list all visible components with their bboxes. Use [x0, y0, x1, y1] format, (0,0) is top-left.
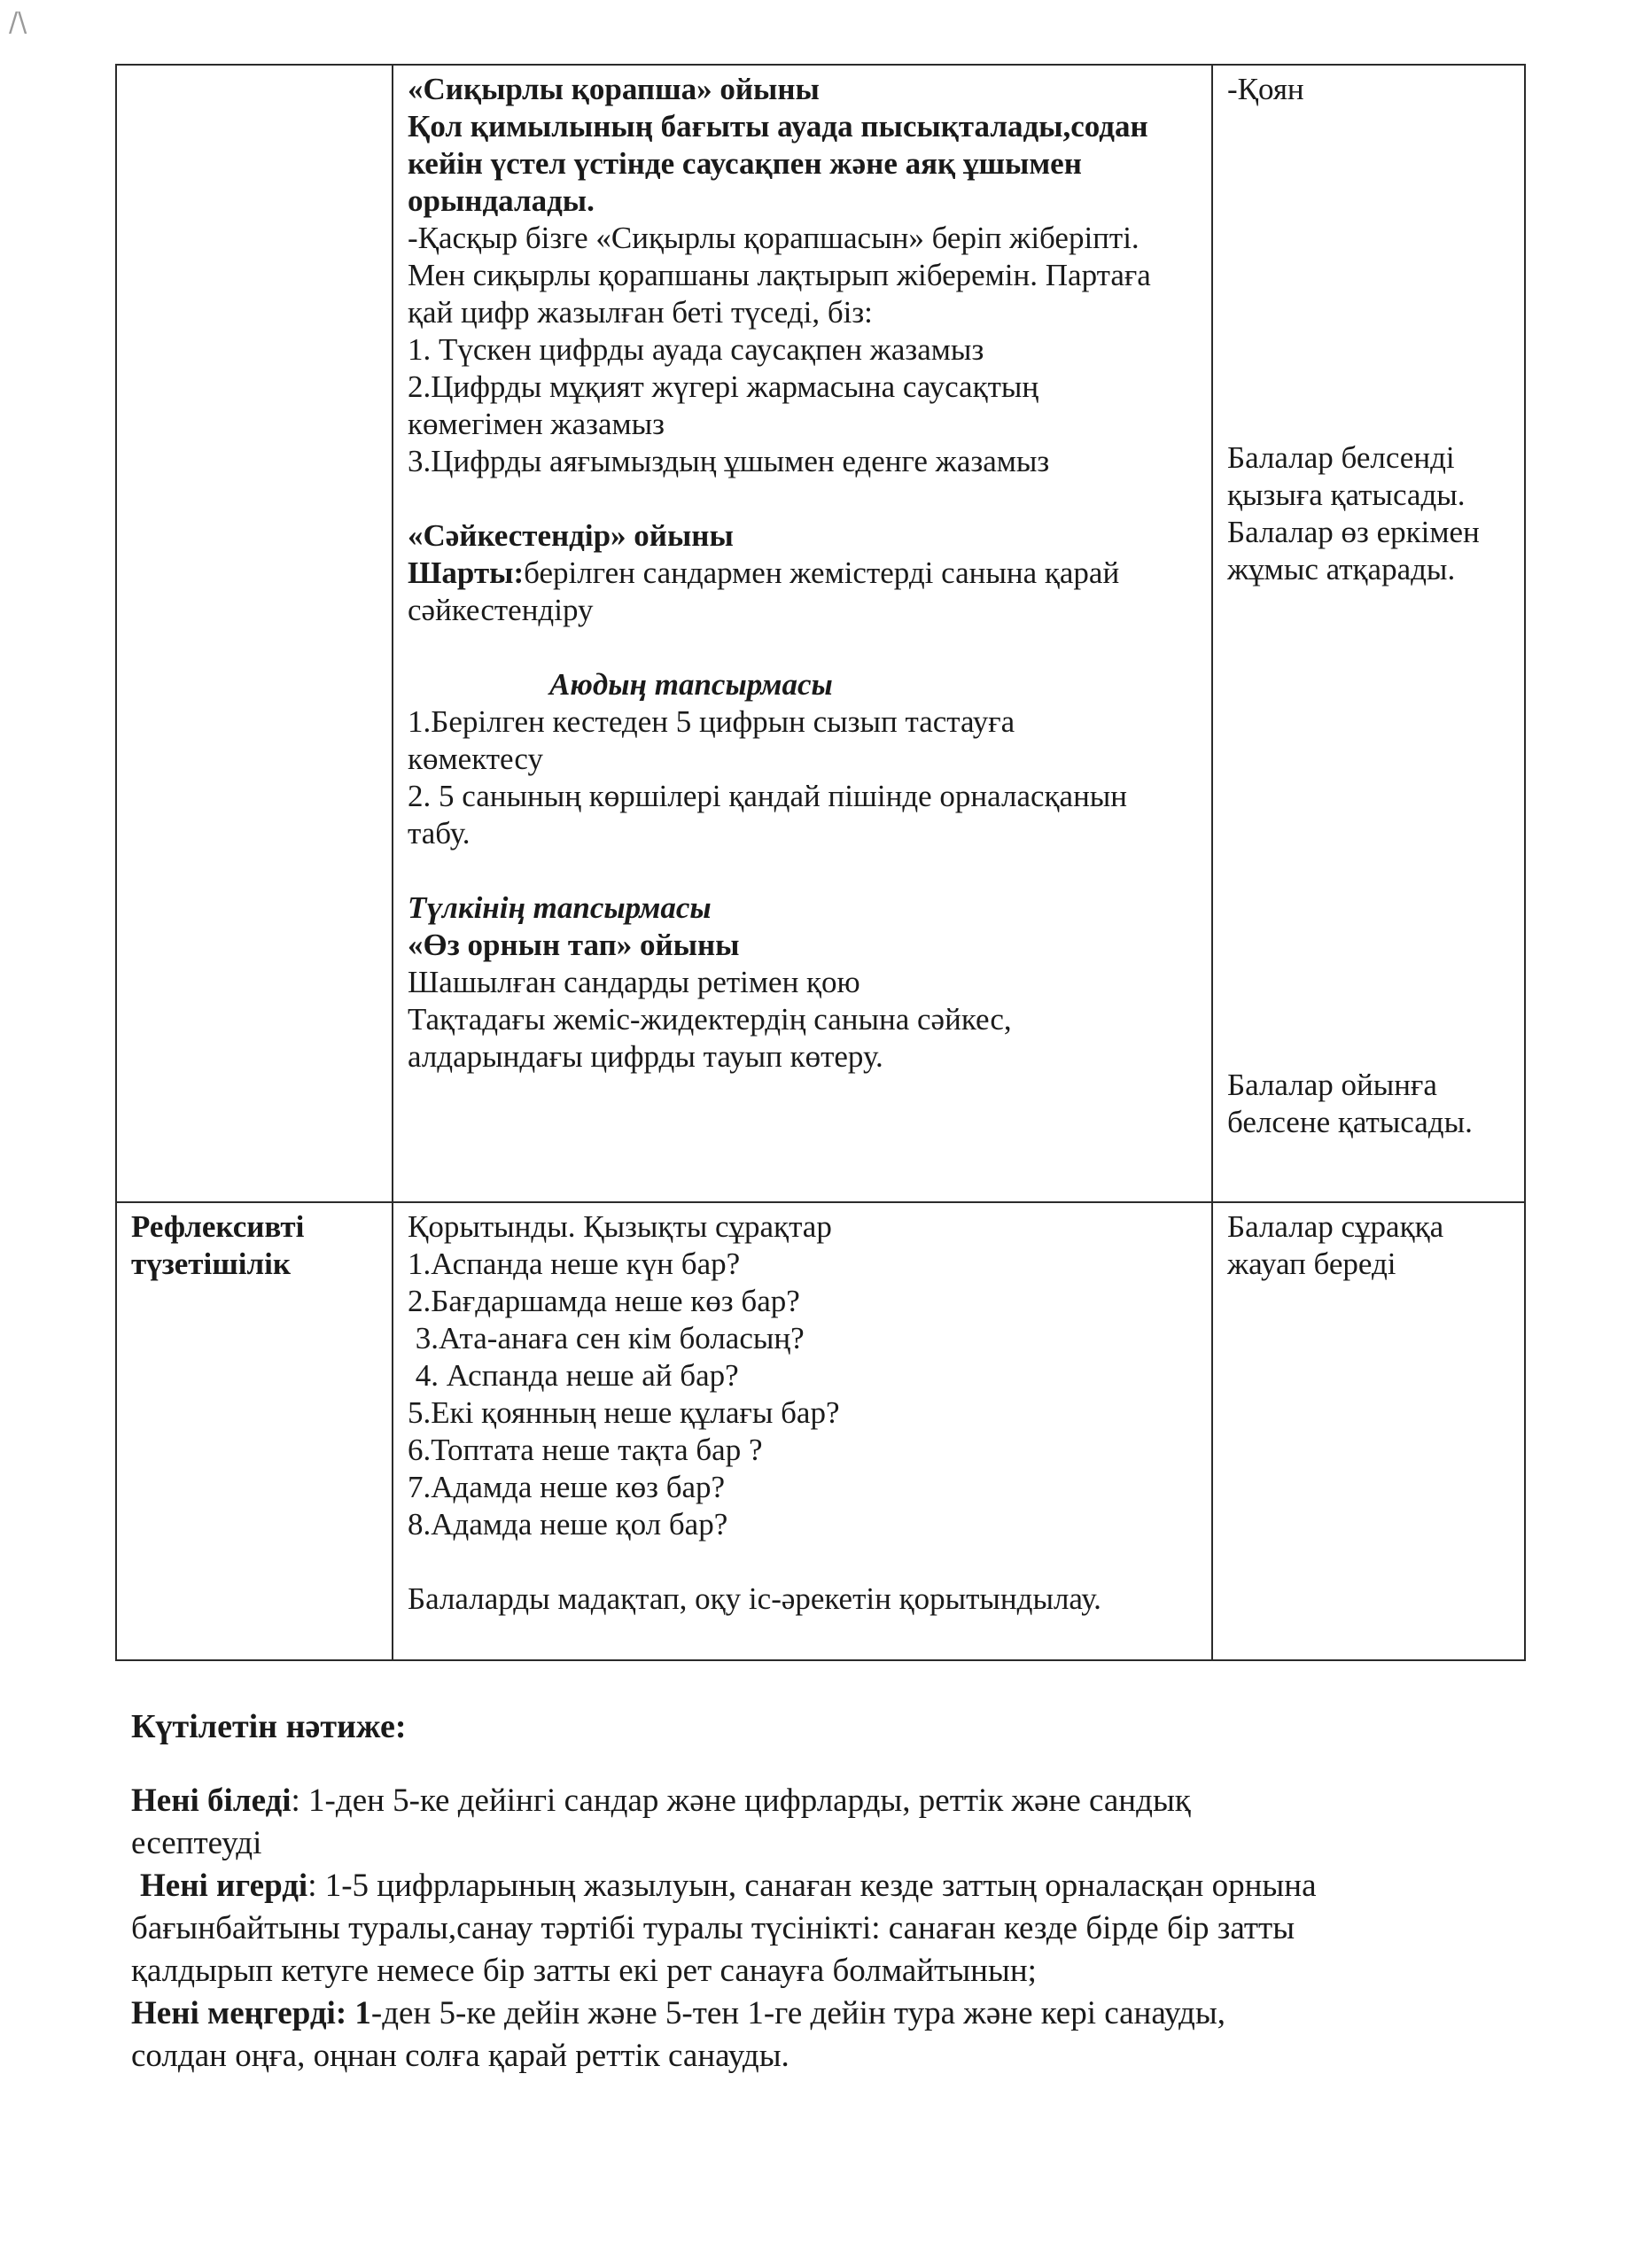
question-line: 2.Бағдаршамда неше көз бар?: [408, 1284, 800, 1318]
stage-cell-empty: [116, 65, 393, 1202]
knows-cont: есептеуді: [131, 1825, 262, 1861]
text-line: көмектесу: [408, 742, 544, 776]
stage-label: түзетішілік: [131, 1247, 292, 1281]
text-line: Балалар өз еркімен: [1227, 515, 1480, 549]
text-line: -Қасқыр бізге «Сиқырлы қорапшасын» беріп жіберіпті.: [408, 221, 1140, 255]
text-line: табу.: [408, 816, 471, 850]
learned-text: : 1-5 цифрларының жазылуын, санаған кезде заттың орналасқан орнына: [307, 1868, 1317, 1904]
question-line: 8.Адамда неше қол бар?: [408, 1507, 728, 1542]
knows-text: : 1-ден 5-ке дейінгі сандар және цифрларды, реттік және сандық: [291, 1783, 1191, 1819]
text-line: Балалар ойынға: [1227, 1068, 1437, 1102]
question-line: 1.Аспанда неше күн бар?: [408, 1247, 741, 1281]
text-line: Қорытынды. Қызықты сұрақтар: [408, 1209, 832, 1244]
question-line: 5.Екі қоянның неше құлағы бар?: [408, 1395, 840, 1430]
text-line: Тақтадағы жеміс-жидектердің санына сәйкес,: [408, 1002, 1012, 1037]
text-line: Балалар белсенді: [1227, 440, 1455, 475]
stage-cell-reflexive: [116, 1202, 393, 1660]
text-line: Мен сиқырлы қорапшаны лақтырып жіберемін. Партаға: [408, 258, 1151, 292]
question-line: 7.Адамда неше көз бар?: [408, 1470, 726, 1504]
learned-paragraph: [131, 1865, 1522, 1907]
game-instruction-line: кейін үстел үстінде саусақпен және аяқ ұшымен: [408, 146, 1082, 181]
activity-cell: [393, 1202, 1212, 1660]
fox-task-title: Түлкінің тапсырмасы: [408, 890, 712, 925]
rule-label: Шарты:: [408, 555, 525, 590]
text-line: 2. 5 санының көршілері қандай пішінде орналасқанын: [408, 779, 1128, 813]
text-line: жауап береді: [1227, 1247, 1396, 1281]
corner-scan-mark: /\: [9, 7, 27, 38]
mastered-cont: солдан оңға, оңнан солға қарай реттік санауды.: [131, 2038, 789, 2074]
text-line: көмегімен жазамыз: [408, 407, 665, 441]
outcome-heading: Күтілетін нәтиже:: [131, 1708, 407, 1745]
text-line: 1.Берілген кестеден 5 цифрын сызып тастауға: [408, 704, 1015, 739]
game-title-find-place: «Өз орнын тап» ойыны: [408, 928, 740, 962]
learned-cont: бағынбайтыны туралы,санау тәртібі туралы түсінікті: санаған кезде бірде бір затты: [131, 1910, 1295, 1946]
text-line: жұмыс атқарады.: [1227, 552, 1456, 586]
stage-label: Рефлексивті: [131, 1209, 305, 1244]
question-line: 3.Ата-анаға сен кім боласың?: [408, 1321, 805, 1355]
text-line: алдарындағы цифрды тауып көтеру.: [408, 1039, 883, 1074]
table-row: [116, 65, 1525, 1202]
learned-cont: қалдырып кетуге немесе бір затты екі рет санауға болмайтынын;: [131, 1953, 1037, 1989]
game-instruction-line: орындалады.: [408, 183, 595, 218]
text-line: 3.Цифрды аяғымыздың ұшымен еденге жазамыз: [408, 444, 1050, 478]
text-line: қай цифр жазылған беті түседі, біз:: [408, 295, 873, 330]
activity-cell: [393, 65, 1212, 1202]
text-line: белсене қатысады.: [1227, 1105, 1473, 1139]
children-activity-cell: [1212, 1202, 1525, 1660]
mastered-paragraph: [131, 1992, 1522, 2035]
game-title-match: «Сәйкестендір» ойыны: [408, 518, 734, 553]
rule-text: берілген сандармен жемістерді санына қарай: [524, 555, 1120, 590]
game-title-magic-box: «Сиқырлы қорапша» ойыны: [408, 72, 820, 106]
question-line: 4. Аспанда неше ай бар?: [408, 1358, 739, 1393]
children-activity-cell: [1212, 65, 1525, 1202]
mastered-text: -ден 5-ке дейін және 5-тен 1-ге дейін тура және кері санауды,: [370, 1995, 1225, 2031]
text-line: -Қоян: [1227, 72, 1304, 106]
mastered-label: Нені меңгерді: 1: [131, 1995, 371, 2031]
table-row: [116, 1202, 1525, 1660]
knows-label: Нені біледі: [131, 1783, 292, 1819]
lesson-table: [115, 64, 1526, 1661]
expected-outcome-section: [131, 1705, 1522, 2078]
text-line: 2.Цифрды мұқият жүгері жармасына саусақтың: [408, 369, 1039, 404]
text-line: Балаларды мадақтап, оқу іс-әрекетін қорытындылау.: [408, 1581, 1101, 1616]
question-line: 6.Топтата неше тақта бар ?: [408, 1433, 763, 1467]
game-rule-line: [408, 555, 1197, 592]
game-instruction-line: Қол қимылының бағыты ауада пысықталады,содан: [408, 109, 1148, 144]
learned-label: Нені игерді: [140, 1868, 308, 1904]
text-line: қызыға қатысады.: [1227, 478, 1466, 512]
text-line: Шашылған сандарды ретімен қою: [408, 965, 860, 999]
text-line: 1. Түскен цифрды ауада саусақпен жазамыз: [408, 332, 984, 367]
knows-paragraph: [131, 1780, 1522, 1822]
text-line: Балалар сұраққа: [1227, 1209, 1444, 1244]
bear-task-title: Аюдың тапсырмасы: [549, 667, 833, 702]
text-line: сәйкестендіру: [408, 593, 594, 627]
